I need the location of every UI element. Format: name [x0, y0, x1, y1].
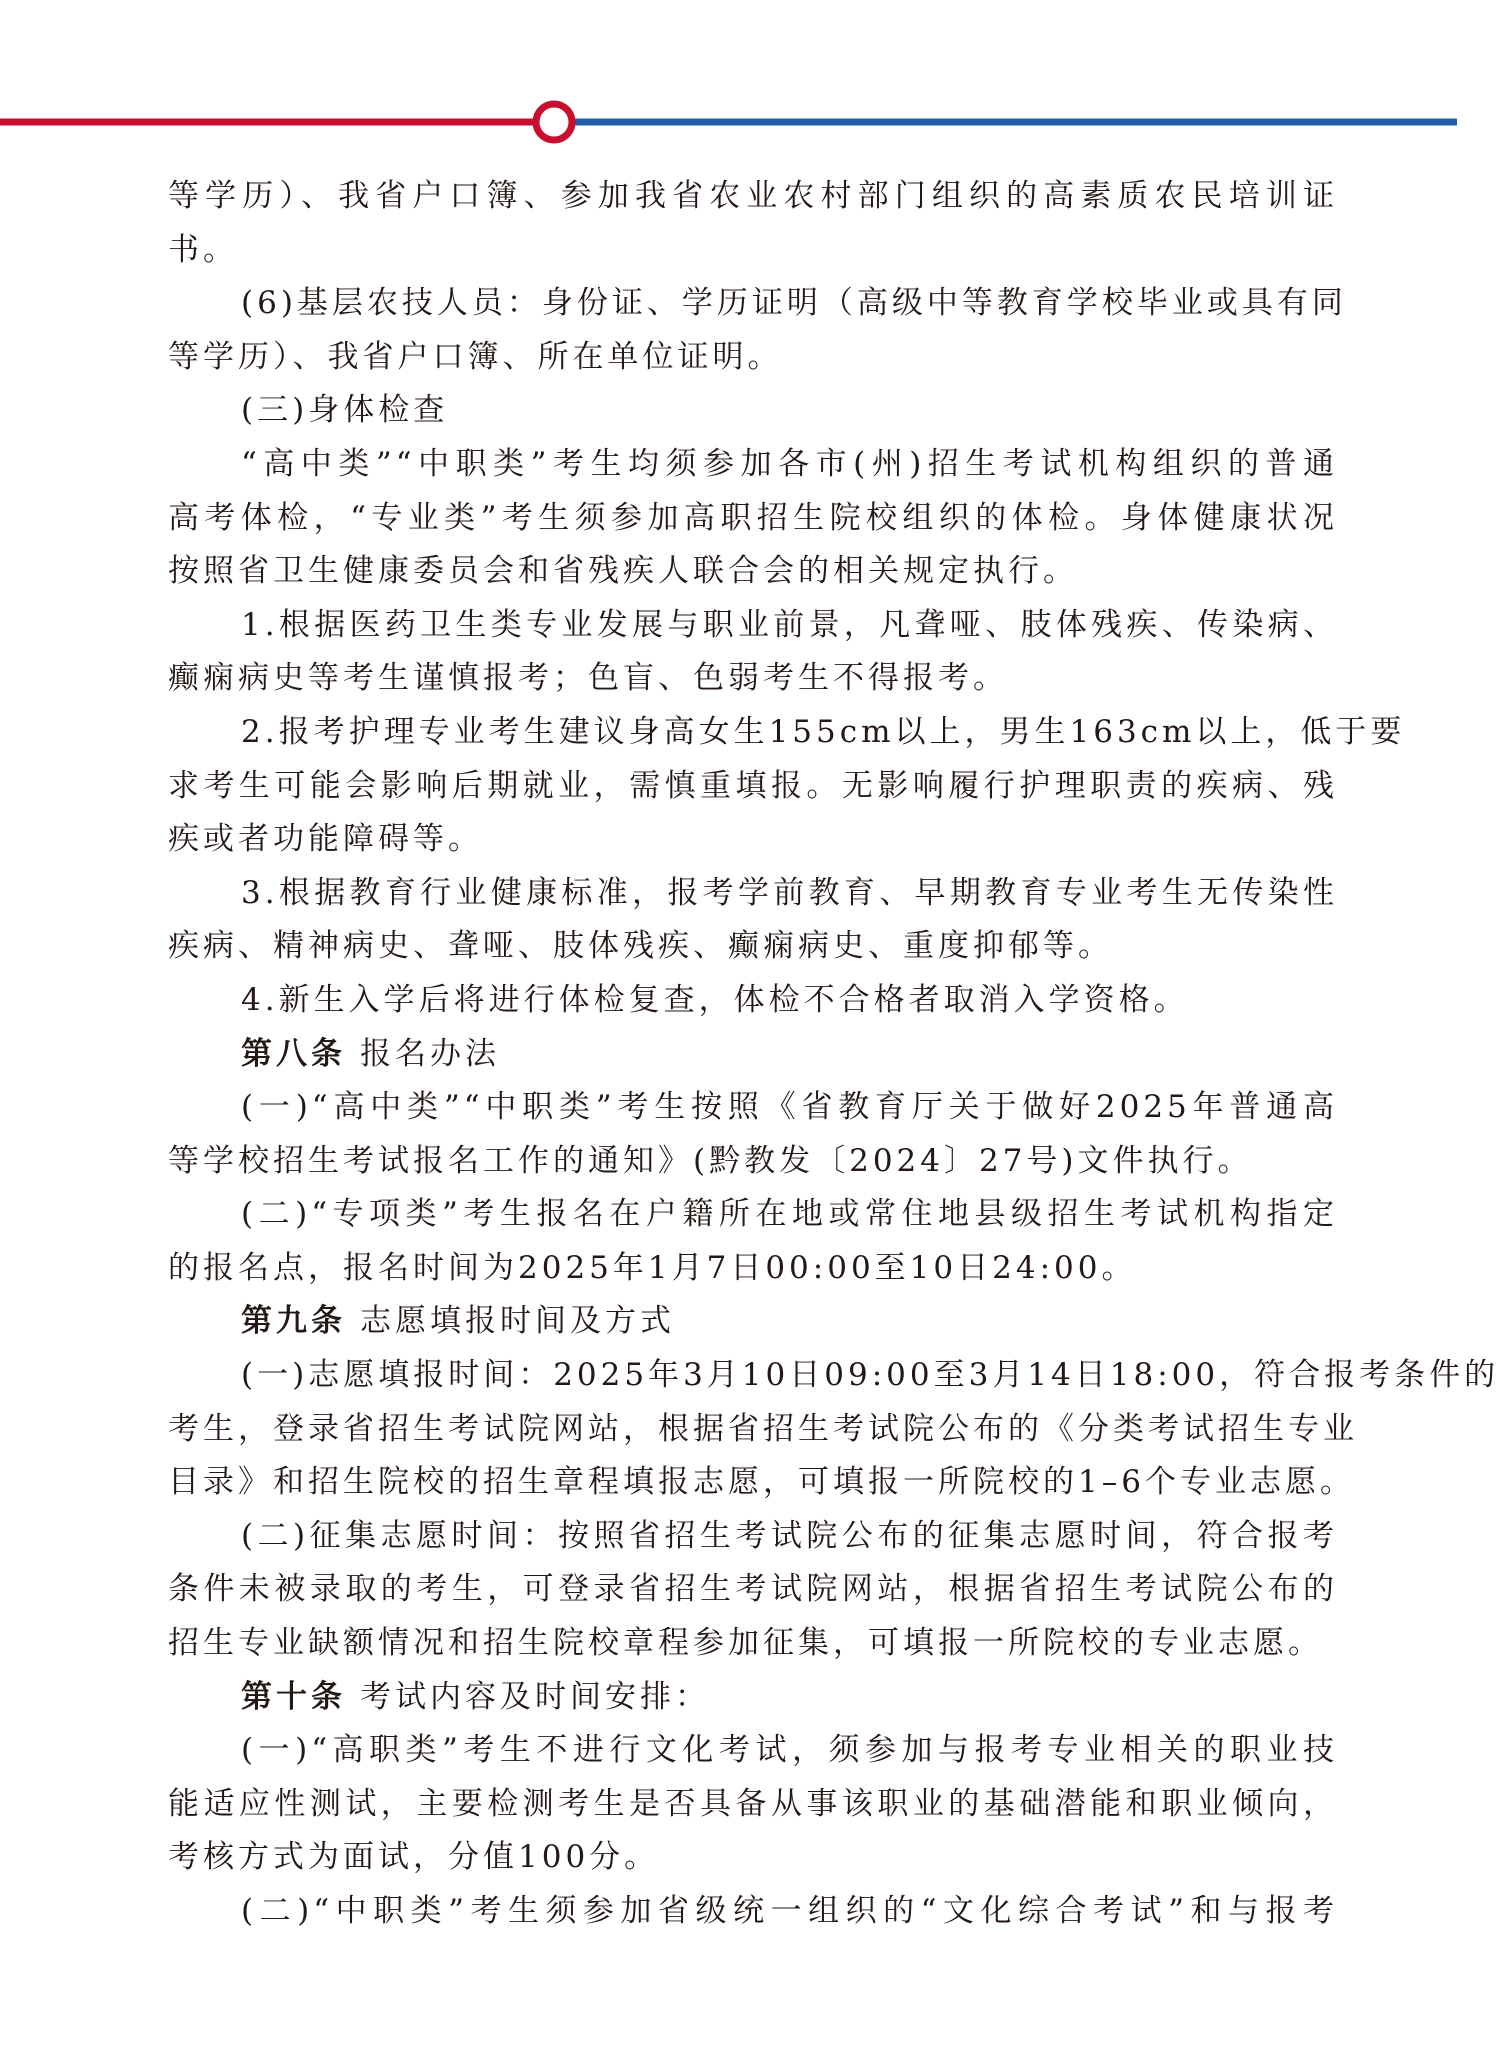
- text-line: 的报名点，报名时间为2025年1月7日00:00至10日24:00。: [168, 1249, 1137, 1286]
- text-line: 按照省卫生健康委员会和省残疾人联合会的相关规定执行。: [168, 553, 1078, 590]
- section-heading: (三)身体检查: [241, 392, 449, 429]
- text-line: 考生，登录省招生考试院网站，根据省招生考试院公布的《分类考试招生专业: [168, 1410, 1358, 1447]
- text-line: “高中类”“中职类”考生均须参加各市(州)招生考试机构组织的普通: [241, 445, 1338, 482]
- text-line: 求考生可能会影响后期就业，需慎重填报。无影响履行护理职责的疾病、残: [168, 767, 1338, 804]
- text-line: (一)“高职类”考生不进行文化考试，须参加与报考专业相关的职业技: [241, 1732, 1338, 1769]
- article-8-title: 报名办法: [360, 1035, 500, 1072]
- text-line: 疾或者功能障碍等。: [168, 821, 483, 858]
- text-line: (一)“高中类”“中职类”考生按照《省教育厅关于做好2025年普通高: [241, 1089, 1338, 1126]
- text-line: 等学校招生考试报名工作的通知》(黔教发〔2024〕27号)文件执行。: [168, 1142, 1253, 1179]
- text-line: 能适应性测试，主要检测考生是否具备从事该职业的基础潜能和职业倾向，: [168, 1785, 1338, 1822]
- article-10-heading: [168, 1671, 1338, 1725]
- article-8-number: 第八条: [241, 1035, 346, 1072]
- article-10-title: 考试内容及时间安排：: [360, 1678, 710, 1715]
- text-line: 书。: [168, 231, 238, 268]
- article-10-number: 第十条: [241, 1678, 346, 1715]
- text-line: 癫痫病史等考生谨慎报考；色盲、色弱考生不得报考。: [168, 660, 1008, 697]
- article-9-heading: [168, 1295, 1338, 1349]
- text-line: 等学历）、我省户口簿、所在单位证明。: [168, 338, 783, 375]
- text-line: 疾病、精神病史、聋哑、肢体残疾、癫痫病史、重度抑郁等。: [168, 928, 1113, 965]
- text-line: 招生专业缺额情况和招生院校章程参加征集，可填报一所院校的专业志愿。: [168, 1625, 1323, 1662]
- text-line: 4.新生入学后将进行体检复查，体检不合格者取消入学资格。: [241, 981, 1189, 1018]
- text-line: (一)志愿填报时间：2025年3月10日09:00至3月14日18:00，符合报考条件的: [241, 1357, 1499, 1394]
- text-line: (二)征集志愿时间：按照省招生考试院公布的征集志愿时间，符合报考: [241, 1517, 1338, 1554]
- header-rule: [0, 0, 1457, 160]
- article-9-title: 志愿填报时间及方式: [360, 1303, 675, 1340]
- text-line: 2.报考护理专业考生建议身高女生155cm以上，男生163cm以上，低于要: [241, 713, 1406, 750]
- text-line: 高考体检，“专业类”考生须参加高职招生院校组织的体检。身体健康状况: [168, 499, 1338, 536]
- text-line: 等学历）、我省户口簿、参加我省农业农村部门组织的高素质农民培训证: [168, 178, 1338, 214]
- text-line: (二)“中职类”考生须参加省级统一组织的“文化综合考试”和与报考: [241, 1893, 1338, 1929]
- document-body: [168, 170, 1499, 1939]
- text-line: 1.根据医药卫生类专业发展与职业前景，凡聋哑、肢体残疾、传染病、: [241, 606, 1338, 643]
- article-8-heading: [168, 1028, 1338, 1082]
- text-line: 3.根据教育行业健康标准，报考学前教育、早期教育专业考生无传染性: [241, 874, 1338, 911]
- text-line: (6)基层农技人员：身份证、学历证明（高级中等教育学校毕业或具有同: [241, 285, 1347, 322]
- article-9-number: 第九条: [241, 1303, 346, 1340]
- text-line: 目录》和招生院校的招生章程填报志愿，可填报一所院校的1–6个专业志愿。: [168, 1464, 1355, 1501]
- text-line: (二)“专项类”考生报名在户籍所在地或常住地县级招生考试机构指定: [241, 1196, 1338, 1233]
- text-line: 考核方式为面试，分值100分。: [168, 1839, 660, 1876]
- header-rule-circle: [536, 104, 572, 140]
- text-line: 条件未被录取的考生，可登录省招生考试院网站，根据省招生考试院公布的: [168, 1571, 1338, 1608]
